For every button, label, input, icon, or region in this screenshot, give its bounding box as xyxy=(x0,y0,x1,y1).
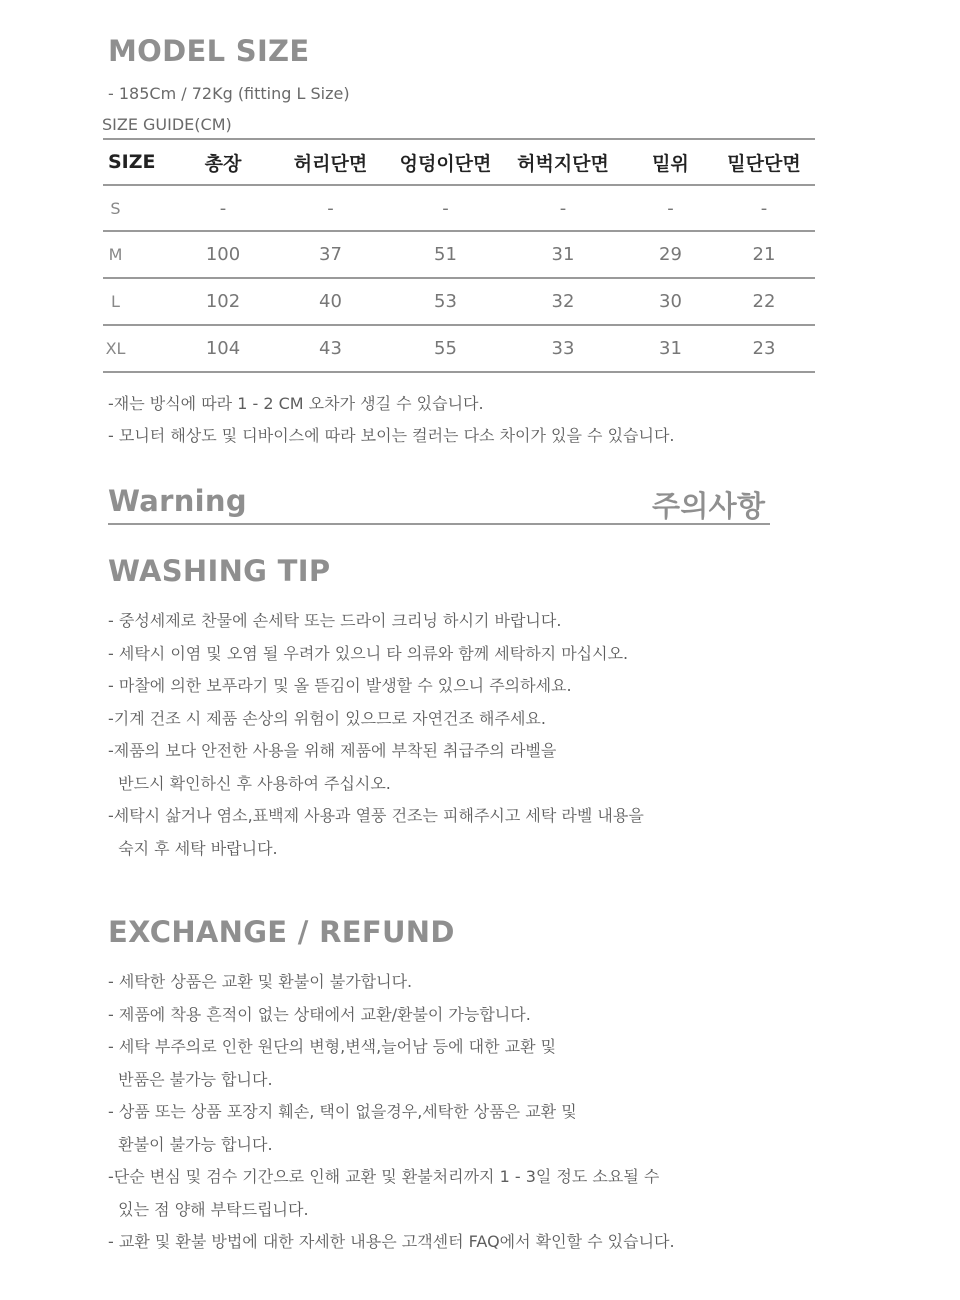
washing-tip-title: WASHING TIP xyxy=(108,554,331,588)
warning-title-korean: 주의사항 xyxy=(652,489,766,523)
table-cell: - xyxy=(498,185,628,231)
list-item: - 세탁한 상품은 교환 및 환불이 불가합니다. xyxy=(108,972,413,991)
list-item: -세탁시 삶거나 염소,표백제 사용과 열풍 건조는 피해주시고 세탁 라벨 내용을 xyxy=(108,806,644,825)
warning-divider xyxy=(108,523,770,525)
table-cell: 100 xyxy=(178,231,268,278)
model-spec: - 185Cm / 72Kg (fitting L Size) xyxy=(108,84,350,103)
table-cell: 22 xyxy=(713,278,815,325)
size-cell: XL xyxy=(103,325,178,372)
washing-tip-list xyxy=(108,611,644,871)
list-item: -기계 건조 시 제품 손상의 위험이 있으므로 자연건조 해주세요. xyxy=(108,708,546,728)
table-cell: 21 xyxy=(713,231,815,278)
table-cell: 33 xyxy=(498,325,628,372)
table-cell: 40 xyxy=(268,278,393,325)
list-item: - 상품 또는 상품 포장지 훼손, 택이 없을경우,세탁한 상품은 교환 및 xyxy=(108,1102,577,1121)
exchange-refund-title: EXCHANGE / REFUND xyxy=(108,915,455,949)
header-cell: 허벅지단면 xyxy=(498,139,628,185)
table-row xyxy=(103,185,815,231)
table-cell: 31 xyxy=(628,325,713,372)
list-item: 숙지 후 세탁 바랍니다. xyxy=(108,838,278,858)
list-item: - 세탁시 이염 및 오염 될 우려가 있으니 타 의류와 함께 세탁하지 마십시오. xyxy=(108,643,629,663)
size-cell: M xyxy=(103,231,178,278)
list-item: -단순 변심 및 검수 기간으로 인해 교환 및 환불처리까지 1 - 3일 정도 소요될 수 xyxy=(108,1167,660,1186)
header-cell: 총장 xyxy=(178,139,268,185)
table-cell: 55 xyxy=(393,325,498,372)
header-cell: 허리단면 xyxy=(268,139,393,185)
measure-note: -재는 방식에 따라 1 - 2 CM 오차가 생길 수 있습니다. xyxy=(108,394,484,413)
list-item: 반드시 확인하신 후 사용하여 주십시오. xyxy=(108,773,391,793)
table-row xyxy=(103,325,815,372)
size-table-header xyxy=(103,139,815,185)
list-item: - 교환 및 환불 방법에 대한 자세한 내용은 고객센터 FAQ에서 확인할 수 있습니다. xyxy=(108,1232,675,1251)
table-row xyxy=(103,278,815,325)
table-cell: 43 xyxy=(268,325,393,372)
table-cell: - xyxy=(713,185,815,231)
list-item: -제품의 보다 안전한 사용을 위해 제품에 부착된 취급주의 라벨을 xyxy=(108,741,557,760)
header-cell: 밑단단면 xyxy=(713,139,815,185)
list-item: - 세탁 부주의로 인한 원단의 변형,변색,늘어남 등에 대한 교환 및 xyxy=(108,1037,557,1056)
list-item: 반품은 불가능 합니다. xyxy=(108,1069,273,1089)
list-item: - 중성세제로 찬물에 손세탁 또는 드라이 크리닝 하시기 바랍니다. xyxy=(108,611,562,630)
table-cell: 32 xyxy=(498,278,628,325)
table-cell: 31 xyxy=(498,231,628,278)
warning-title: Warning xyxy=(108,484,247,518)
header-cell: SIZE xyxy=(103,139,178,185)
list-item: - 제품에 착용 흔적이 없는 상태에서 교환/환불이 가능합니다. xyxy=(108,1004,531,1024)
table-cell: - xyxy=(268,185,393,231)
table-cell: - xyxy=(628,185,713,231)
table-cell: 53 xyxy=(393,278,498,325)
size-cell: L xyxy=(103,278,178,325)
list-item: - 마찰에 의한 보푸라기 및 올 뜯김이 발생할 수 있으니 주의하세요. xyxy=(108,676,572,695)
table-cell: 102 xyxy=(178,278,268,325)
header-cell: 엉덩이단면 xyxy=(393,139,498,185)
table-row xyxy=(103,231,815,278)
table-cell: 37 xyxy=(268,231,393,278)
measure-note: - 모니터 해상도 및 디바이스에 따라 보이는 컬러는 다소 차이가 있을 수 있습니다. xyxy=(108,426,675,445)
list-item: 환불이 불가능 합니다. xyxy=(108,1134,273,1154)
exchange-refund-list xyxy=(108,972,675,1265)
table-cell: 30 xyxy=(628,278,713,325)
table-cell: 29 xyxy=(628,231,713,278)
table-cell: - xyxy=(178,185,268,231)
size-table xyxy=(103,138,815,373)
header-cell: 밑위 xyxy=(628,139,713,185)
model-size-title: MODEL SIZE xyxy=(108,34,310,68)
table-cell: 23 xyxy=(713,325,815,372)
size-cell: S xyxy=(103,185,178,231)
list-item: 있는 점 양해 부탁드립니다. xyxy=(108,1199,309,1219)
table-cell: 104 xyxy=(178,325,268,372)
table-cell: 51 xyxy=(393,231,498,278)
size-guide-label: SIZE GUIDE(CM) xyxy=(102,115,232,134)
table-cell: - xyxy=(393,185,498,231)
